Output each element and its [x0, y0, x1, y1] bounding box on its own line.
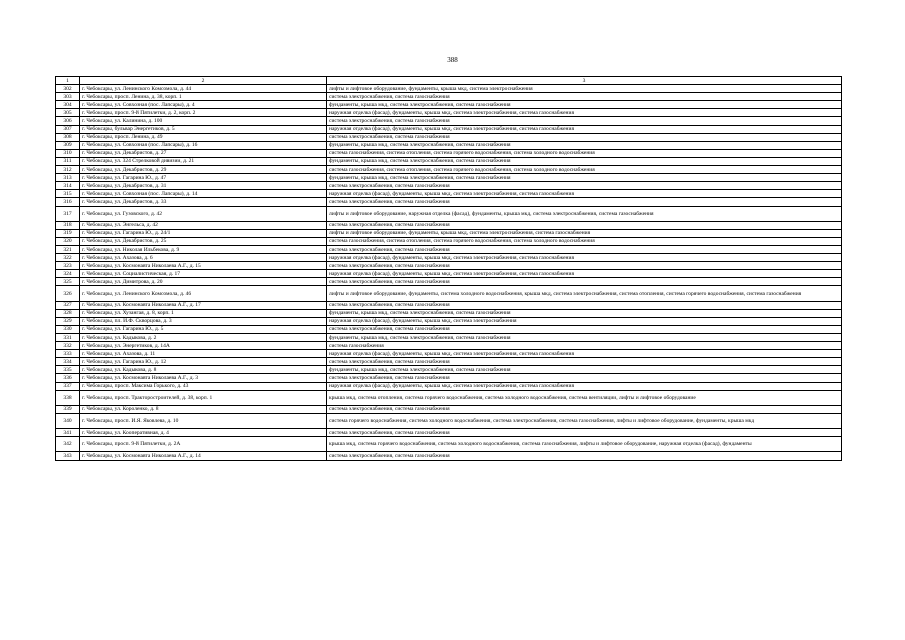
row-number: 336	[56, 374, 80, 382]
column-header-address: 2	[80, 77, 327, 85]
row-works: система электроснабжения, система газоснабжения	[327, 93, 842, 101]
row-number: 308	[56, 133, 80, 141]
table-row	[56, 334, 842, 342]
row-address: г. Чебоксары, ул. Гагарина Ю., д. 12	[80, 358, 327, 366]
row-number: 340	[56, 413, 80, 428]
row-number: 309	[56, 141, 80, 149]
row-address: г. Чебоксары, ул. Ленинского Комсомола, д. 44	[80, 85, 327, 93]
table-row	[56, 317, 842, 325]
row-address: г. Чебоксары, ул. Декабристов, д. 29	[80, 166, 327, 174]
row-number: 337	[56, 382, 80, 390]
row-works: система электроснабжения, система газоснабжения	[327, 182, 842, 190]
row-number: 333	[56, 350, 80, 358]
row-address: г. Чебоксары, ул. Энергетиков, д. 14А	[80, 342, 327, 350]
row-works: фундаменты, крыша мкд, система электроснабжения, система газоснабжения	[327, 366, 842, 374]
table-row	[56, 109, 842, 117]
table-row	[56, 117, 842, 125]
table-row	[56, 254, 842, 262]
row-address: г. Чебоксары, ул. Социалистическая, д. 17	[80, 270, 327, 278]
table-row	[56, 413, 842, 428]
row-address: г. Чебоксары, пл. И.Ф. Скворцова, д. 3	[80, 317, 327, 325]
row-works: лифты и лифтовое оборудование, фундаменты, крыша мкд, система электроснабжения, система газоснабжения	[327, 229, 842, 237]
row-works: наружная отделка (фасад), фундаменты, крыша мкд, система электроснабжения, система газоснабжения	[327, 382, 842, 390]
row-number: 314	[56, 182, 80, 190]
table-row	[56, 85, 842, 93]
row-address: г. Чебоксары, ул. Гагарина Ю., д. 47	[80, 174, 327, 182]
row-works: система газоснабжения, система отопления, система горячего водоснабжения, система холодного водоснабжения	[327, 237, 842, 245]
table-row	[56, 382, 842, 390]
row-works: наружная отделка (фасад), фундаменты, крыша мкд, система электроснабжения	[327, 317, 842, 325]
table-row	[56, 133, 842, 141]
row-number: 341	[56, 429, 80, 437]
row-address: г. Чебоксары, ул. Декабристов, д. 25	[80, 237, 327, 245]
row-works: фундаменты, крыша мкд, система электроснабжения, система газоснабжения	[327, 141, 842, 149]
row-number: 321	[56, 245, 80, 253]
table-row	[56, 182, 842, 190]
row-works: система электроснабжения, система газоснабжения	[327, 278, 842, 286]
row-works: фундаменты, крыша мкд, система электроснабжения, система газоснабжения	[327, 157, 842, 165]
row-works: система газоснабжения, система отопления, система горячего водоснабжения, система холодного водоснабжения	[327, 166, 842, 174]
row-address: г. Чебоксары, ул. Ахазова, д. 6	[80, 254, 327, 262]
row-number: 303	[56, 93, 80, 101]
row-works: система электроснабжения, система газоснабжения	[327, 198, 842, 206]
row-number: 312	[56, 166, 80, 174]
row-works: система электроснабжения, система газоснабжения	[327, 358, 842, 366]
table-row	[56, 358, 842, 366]
column-header-number: 1	[56, 77, 80, 85]
row-number: 324	[56, 270, 80, 278]
row-works: система электроснабжения, система газоснабжения	[327, 262, 842, 270]
row-address: г. Чебоксары, ул. Гузовского, д. 42	[80, 206, 327, 221]
row-number: 316	[56, 198, 80, 206]
table-row	[56, 366, 842, 374]
table-row	[56, 141, 842, 149]
row-number: 306	[56, 117, 80, 125]
row-works: наружная отделка (фасад), фундаменты, крыша мкд, система электроснабжения, система газоснабжения	[327, 109, 842, 117]
row-address: г. Чебоксары, просп. Тракторостроителей, д. 38, корп. 1	[80, 390, 327, 405]
table-row	[56, 452, 842, 460]
row-number: 313	[56, 174, 80, 182]
row-address: г. Чебоксары, ул. Димитрова, д. 20	[80, 278, 327, 286]
row-works: лифты и лифтовое оборудование, фундаменты, система холодного водоснабжения, крыша мкд, система электроснабжения, система отопления, система горячего водоснабжения, система газоснабжения	[327, 286, 842, 301]
row-works: наружная отделка (фасад), фундаменты, крыша мкд, система электроснабжения, система газоснабжения	[327, 190, 842, 198]
row-address: г. Чебоксары, бульвар Энергетиков, д. 5	[80, 125, 327, 133]
row-works: наружная отделка (фасад), фундаменты, крыша мкд, система электроснабжения, система газоснабжения	[327, 270, 842, 278]
table-row	[56, 301, 842, 309]
table-row	[56, 245, 842, 253]
row-number: 315	[56, 190, 80, 198]
row-address: г. Чебоксары, ул. Декабристов, д. 27	[80, 149, 327, 157]
row-number: 304	[56, 101, 80, 109]
row-works: система электроснабжения, система газоснабжения	[327, 429, 842, 437]
row-address: г. Чебоксары, просп. Ленина, д. 49	[80, 133, 327, 141]
row-works: фундаменты, крыша мкд, система электроснабжения, система газоснабжения	[327, 101, 842, 109]
row-works: система газоснабжения	[327, 342, 842, 350]
row-number: 338	[56, 390, 80, 405]
row-address: г. Чебоксары, просп. Ленина, д. 38, корп. 1	[80, 93, 327, 101]
row-works: лифты и лифтовое оборудование, наружная отделка (фасад), фундаменты, крыша мкд, система электроснабжения, система газоснабжения	[327, 206, 842, 221]
row-works: система электроснабжения, система газоснабжения	[327, 245, 842, 253]
row-number: 343	[56, 452, 80, 460]
table-row	[56, 286, 842, 301]
row-number: 342	[56, 437, 80, 452]
table-row	[56, 309, 842, 317]
row-address: г. Чебоксары, ул. Декабристов, д. 31	[80, 182, 327, 190]
column-header-works: 3	[327, 77, 842, 85]
row-address: г. Чебоксары, ул. Хузангая, д. 8, корп. 1	[80, 309, 327, 317]
row-number: 320	[56, 237, 80, 245]
table-row	[56, 278, 842, 286]
table-row	[56, 405, 842, 413]
row-number: 326	[56, 286, 80, 301]
row-works: система горячего водоснабжения, система холодного водоснабжения, система электроснабжения, система газоснабжения, лифты и лифтовое оборудование, фундаменты, крыша мкд	[327, 413, 842, 428]
row-address: г. Чебоксары, просп. 9-й Пятилетки, д. 2А	[80, 437, 327, 452]
row-works: фундаменты, крыша мкд, система электроснабжения, система газоснабжения	[327, 309, 842, 317]
table-row	[56, 206, 842, 221]
table-header-row	[56, 77, 842, 85]
row-works: система электроснабжения, система газоснабжения	[327, 117, 842, 125]
table-row	[56, 374, 842, 382]
row-works: система электроснабжения, система газоснабжения	[327, 133, 842, 141]
row-address: г. Чебоксары, ул. Совхозная (пос. Лапсары), д. 4	[80, 101, 327, 109]
row-works: крыша мкд, система отопления, система горячего водоснабжения, система холодного водоснабжения, система вентиляции, лифты и лифтовое оборудование	[327, 390, 842, 405]
row-address: г. Чебоксары, ул. Космонавта Николаева А.Г., д. 3	[80, 374, 327, 382]
row-address: г. Чебоксары, ул. Декабристов, д. 33	[80, 198, 327, 206]
row-address: г. Чебоксары, ул. Кадыкова, д. 2	[80, 334, 327, 342]
row-address: г. Чебоксары, ул. Совхозная (пос. Лапсары), д. 16	[80, 141, 327, 149]
row-address: г. Чебоксары, ул. Кооперативная, д. 4	[80, 429, 327, 437]
table-row	[56, 429, 842, 437]
row-number: 339	[56, 405, 80, 413]
row-number: 322	[56, 254, 80, 262]
row-address: г. Чебоксары, ул. Космонавта Николаева А.Г., д. 14	[80, 452, 327, 460]
row-address: г. Чебоксары, ул. Космонавта Николаева А.Г., д. 15	[80, 262, 327, 270]
table-row	[56, 342, 842, 350]
row-works: крыша мкд, система горячего водоснабжения, система холодного водоснабжения, система газоснабжения, лифты и лифтовое оборудование, наружная отделка (фасад), фундаменты	[327, 437, 842, 452]
row-number: 331	[56, 334, 80, 342]
table-row	[56, 437, 842, 452]
row-address: г. Чебоксары, ул. Энгельса, д. 42	[80, 221, 327, 229]
row-works: лифты и лифтовое оборудование, фундаменты, крыша мкд, система электроснабжения	[327, 85, 842, 93]
row-address: г. Чебоксары, ул. Гагарина Ю., д. 5	[80, 325, 327, 333]
row-number: 330	[56, 325, 80, 333]
row-works: система электроснабжения, система газоснабжения	[327, 374, 842, 382]
table-row	[56, 350, 842, 358]
row-works: система электроснабжения, система газоснабжения	[327, 405, 842, 413]
table-row	[56, 390, 842, 405]
table-row	[56, 157, 842, 165]
row-address: г. Чебоксары, просп. 9-й Пятилетки, д. 2, корп. 2	[80, 109, 327, 117]
row-number: 311	[56, 157, 80, 165]
row-works: наружная отделка (фасад), фундаменты, крыша мкд, система электроснабжения, система газоснабжения	[327, 125, 842, 133]
row-works: система электроснабжения, система газоснабжения	[327, 325, 842, 333]
table-row	[56, 198, 842, 206]
row-number: 334	[56, 358, 80, 366]
works-table	[55, 76, 842, 461]
table-row	[56, 229, 842, 237]
table-row	[56, 166, 842, 174]
row-works: система электроснабжения, система газоснабжения	[327, 221, 842, 229]
table-row	[56, 190, 842, 198]
row-number: 329	[56, 317, 80, 325]
row-number: 323	[56, 262, 80, 270]
row-address: г. Чебоксары, ул. Короленко, д. 8	[80, 405, 327, 413]
table-row	[56, 325, 842, 333]
table-row	[56, 262, 842, 270]
row-works: система газоснабжения, система отопления, система горячего водоснабжения, система холодного водоснабжения	[327, 149, 842, 157]
row-address: г. Чебоксары, ул. Гагарина Ю., д. 24/1	[80, 229, 327, 237]
table-row	[56, 101, 842, 109]
table-row	[56, 221, 842, 229]
page-number: 388	[447, 56, 458, 64]
row-number: 307	[56, 125, 80, 133]
row-number: 335	[56, 366, 80, 374]
row-address: г. Чебоксары, ул. Кадыкова, д. 8	[80, 366, 327, 374]
row-address: г. Чебоксары, ул. Калинина, д. 100	[80, 117, 327, 125]
row-number: 328	[56, 309, 80, 317]
row-address: г. Чебоксары, ул. 324 Стрелковой дивизии, д. 21	[80, 157, 327, 165]
row-address: г. Чебоксары, ул. Николая Ильбекова, д. 9	[80, 245, 327, 253]
row-address: г. Чебоксары, просп. И.Я. Яковлева, д. 10	[80, 413, 327, 428]
row-works: фундаменты, крыша мкд, система электроснабжения, система газоснабжения	[327, 174, 842, 182]
table-row	[56, 125, 842, 133]
row-number: 319	[56, 229, 80, 237]
table-row	[56, 93, 842, 101]
row-address: г. Чебоксары, ул. Ленинского Комсомола, д. 46	[80, 286, 327, 301]
row-number: 325	[56, 278, 80, 286]
row-number: 302	[56, 85, 80, 93]
row-number: 305	[56, 109, 80, 117]
row-works: система электроснабжения, система газоснабжения	[327, 452, 842, 460]
row-number: 318	[56, 221, 80, 229]
row-works: система электроснабжения, система газоснабжения	[327, 301, 842, 309]
row-number: 332	[56, 342, 80, 350]
row-works: наружная отделка (фасад), фундаменты, крыша мкд, система электроснабжения, система газоснабжения	[327, 350, 842, 358]
row-number: 327	[56, 301, 80, 309]
row-works: фундаменты, крыша мкд, система электроснабжения, система газоснабжения	[327, 334, 842, 342]
table-row	[56, 237, 842, 245]
row-number: 310	[56, 149, 80, 157]
table-row	[56, 149, 842, 157]
row-works: наружная отделка (фасад), фундаменты, крыша мкд, система электроснабжения, система газоснабжения	[327, 254, 842, 262]
row-address: г. Чебоксары, ул. Ахазова, д. 11	[80, 350, 327, 358]
table-row	[56, 174, 842, 182]
table-body	[56, 77, 842, 461]
row-address: г. Чебоксары, просп. Максима Горького, д. 43	[80, 382, 327, 390]
row-address: г. Чебоксары, ул. Космонавта Николаева А.Г., д. 17	[80, 301, 327, 309]
row-number: 317	[56, 206, 80, 221]
table-row	[56, 270, 842, 278]
row-address: г. Чебоксары, ул. Совхозная (пос. Лапсары), д. 14	[80, 190, 327, 198]
